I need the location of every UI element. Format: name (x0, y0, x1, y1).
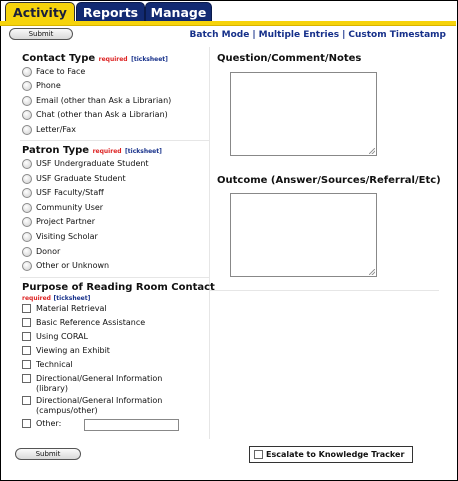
purpose-option-label: Material Retrieval (36, 304, 107, 313)
tab-activity[interactable]: Activity (5, 2, 75, 22)
patron-option[interactable] (36, 232, 98, 241)
radio-button[interactable] (22, 217, 32, 227)
patron-option-label: Visiting Scholar (36, 232, 98, 241)
checkbox[interactable] (22, 346, 31, 355)
checkbox[interactable] (22, 419, 31, 428)
required-badge: required (92, 148, 122, 155)
patron-option[interactable] (36, 217, 95, 226)
other-label: Other: (36, 419, 62, 428)
checkbox[interactable] (22, 332, 31, 341)
section-divider (20, 277, 210, 278)
resize-grip-icon[interactable] (369, 148, 375, 154)
required-badge: required (98, 56, 128, 63)
checkbox[interactable] (22, 318, 31, 327)
patron-type-heading (22, 145, 162, 156)
contact-option-label: Letter/Fax (36, 125, 76, 134)
patron-type-title: Patron Type (22, 145, 90, 156)
patron-option[interactable] (36, 247, 60, 256)
purpose-option-label: Viewing an Exhibit (36, 346, 110, 355)
radio-button[interactable] (22, 232, 32, 242)
checkbox[interactable] (22, 360, 31, 369)
purpose-option[interactable] (36, 360, 73, 369)
patron-option-label: Community User (36, 203, 104, 212)
required-badge: required (22, 295, 51, 302)
radio-button[interactable] (22, 81, 32, 91)
radio-button[interactable] (22, 110, 32, 120)
purpose-option[interactable] (36, 346, 110, 355)
contact-option[interactable] (36, 81, 61, 90)
submit-button-bottom[interactable]: Submit (15, 448, 81, 460)
patron-option[interactable] (36, 261, 109, 270)
patron-option-label: Donor (36, 247, 61, 256)
section-divider (210, 290, 439, 291)
purpose-option-label: Directional/General Information (campus/other) (36, 396, 163, 415)
purpose-heading (22, 282, 215, 293)
ticksheet-link[interactable]: [ticksheet] (53, 295, 91, 302)
purpose-option[interactable] (36, 318, 145, 327)
contact-option[interactable] (36, 67, 85, 76)
ticksheet-link[interactable]: [ticksheet] (131, 56, 168, 63)
ticksheet-link[interactable]: [ticksheet] (125, 148, 162, 155)
checkbox[interactable] (22, 396, 31, 405)
submit-button-top[interactable]: Submit (9, 28, 73, 40)
outcome-textarea[interactable] (230, 193, 377, 277)
radio-button[interactable] (22, 174, 32, 184)
checkbox[interactable] (22, 304, 31, 313)
patron-option[interactable] (36, 188, 104, 197)
multiple-entries-link[interactable]: Multiple Entries (258, 30, 340, 40)
contact-option-label: Phone (36, 81, 61, 90)
purpose-option-label: Directional/General Information (library) (36, 374, 163, 393)
radio-button[interactable] (22, 188, 32, 198)
escalate-checkbox[interactable] (254, 450, 263, 459)
purpose-option[interactable] (36, 304, 107, 313)
patron-option[interactable] (36, 159, 149, 168)
purpose-option-other[interactable] (36, 419, 61, 428)
purpose-option[interactable] (36, 332, 88, 341)
tab-reports[interactable]: Reports (76, 2, 145, 22)
contact-option-label: Chat (other than Ask a Librarian) (36, 110, 168, 119)
purpose-title: Purpose of Reading Room Contact (22, 282, 215, 293)
contact-option-label: Face to Face (36, 67, 86, 76)
contact-type-heading (22, 53, 168, 64)
radio-button[interactable] (22, 261, 32, 271)
checkbox[interactable] (22, 374, 31, 383)
link-separator: | (342, 30, 346, 40)
column-divider (209, 47, 210, 439)
patron-option-label: USF Graduate Student (36, 174, 126, 183)
escalate-checkbox-box[interactable] (249, 446, 413, 463)
other-text-field[interactable] (84, 419, 179, 431)
patron-option-label: Project Partner (36, 217, 95, 226)
custom-timestamp-link[interactable]: Custom Timestamp (348, 30, 446, 40)
section-divider (20, 140, 210, 141)
batch-mode-link[interactable]: Batch Mode (189, 30, 250, 40)
contact-type-title: Contact Type (22, 53, 96, 64)
patron-option[interactable] (36, 174, 126, 183)
purpose-option-label: Basic Reference Assistance (36, 318, 146, 327)
purpose-option[interactable] (36, 374, 196, 394)
purpose-option-label: Technical (36, 360, 73, 369)
contact-option-label: Email (other than Ask a Librarian) (36, 96, 172, 105)
radio-button[interactable] (22, 247, 32, 257)
radio-button[interactable] (22, 203, 32, 213)
radio-button[interactable] (22, 67, 32, 77)
notes-textarea[interactable] (230, 72, 377, 156)
radio-button[interactable] (22, 159, 32, 169)
resize-grip-icon[interactable] (369, 269, 375, 275)
escalate-label: Escalate to Knowledge Tracker (266, 450, 405, 459)
patron-option-label: Other or Unknown (36, 261, 110, 270)
purpose-option-label: Using CORAL (36, 332, 88, 341)
link-separator: | (252, 30, 256, 40)
toolbar (0, 26, 456, 46)
outcome-heading: Outcome (Answer/Sources/Referral/Etc) (217, 175, 441, 186)
purpose-meta (22, 293, 90, 302)
purpose-option[interactable] (36, 396, 196, 416)
notes-heading: Question/Comment/Notes (217, 53, 362, 64)
patron-option-label: USF Faculty/Staff (36, 188, 104, 197)
radio-button[interactable] (22, 125, 32, 135)
patron-option-label: USF Undergraduate Student (36, 159, 149, 168)
tab-manage[interactable]: Manage (145, 2, 212, 22)
contact-option[interactable] (36, 125, 76, 134)
patron-option[interactable] (36, 203, 103, 212)
mode-links (190, 30, 446, 40)
contact-option[interactable] (36, 96, 171, 105)
contact-option[interactable] (36, 110, 168, 119)
radio-button[interactable] (22, 96, 32, 106)
